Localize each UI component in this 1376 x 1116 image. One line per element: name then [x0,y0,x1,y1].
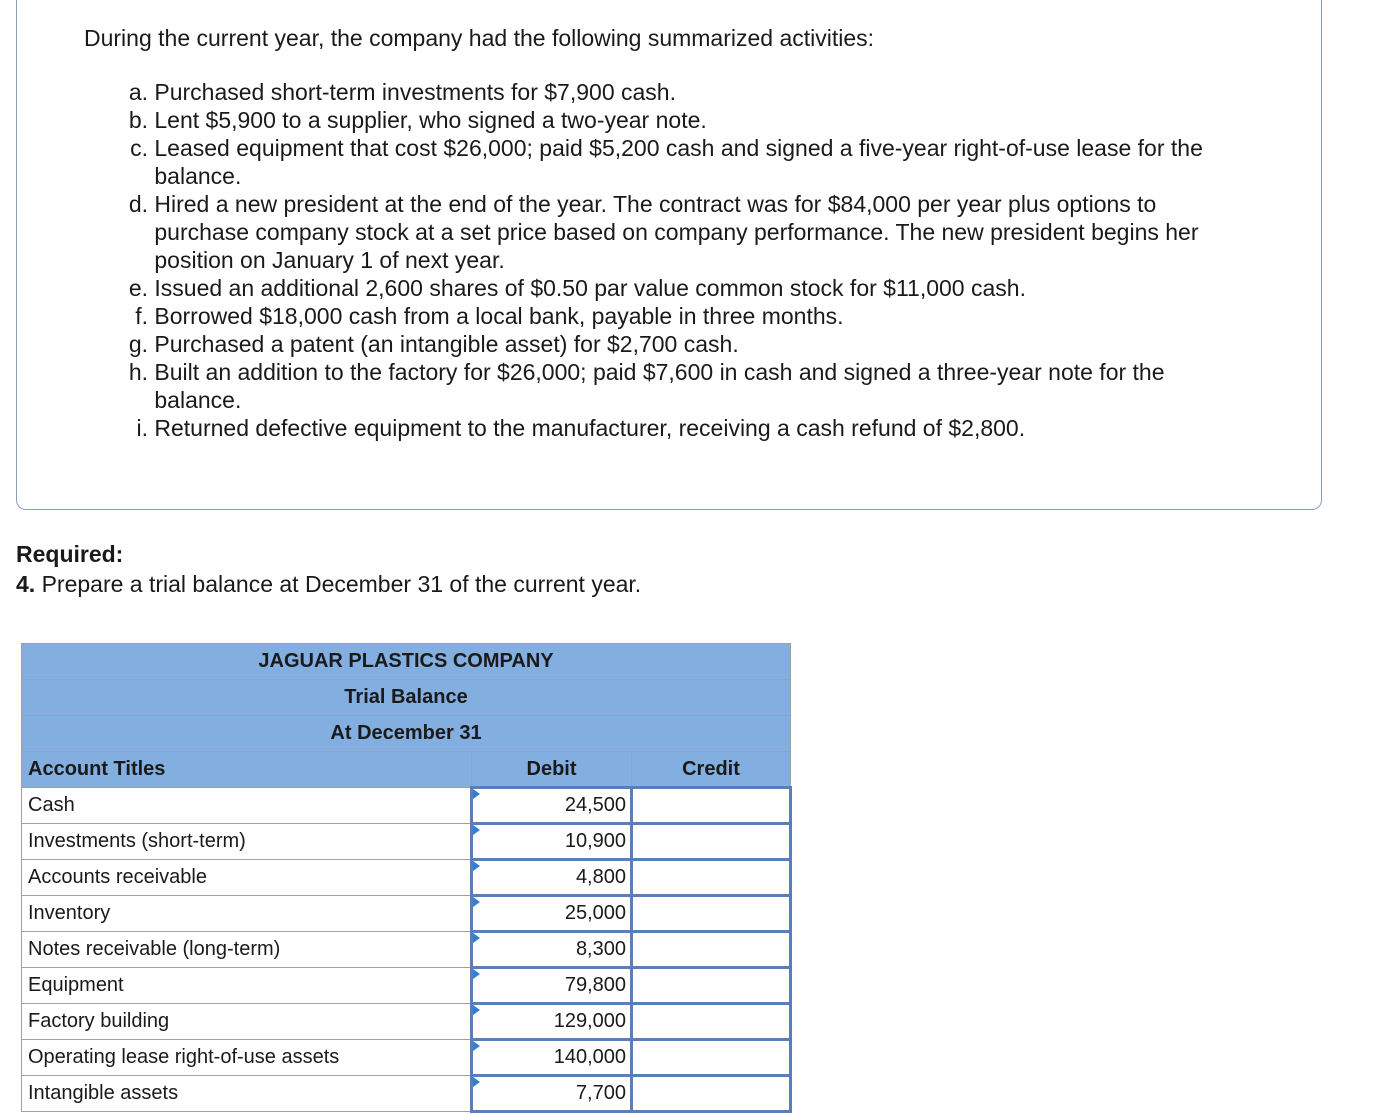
debit-input[interactable]: 79,800 [472,968,632,1004]
company-name: JAGUAR PLASTICS COMPANY [22,644,791,680]
credit-input[interactable] [632,788,791,824]
item-text: Hired a new president at the end of the year. The contract was for $84,000 per year plus options to purchase company stock at a set price based on company performance. The new president begins her position on January 1 of next year. [154,191,1199,273]
item-text: Returned defective equipment to the manufacturer, receiving a cash refund of $2,800. [154,415,1026,441]
debit-input[interactable]: 7,700 [472,1076,632,1112]
credit-input[interactable] [632,1004,791,1040]
item-text: Lent $5,900 to a supplier, who signed a two-year note. [154,107,707,133]
item-letter: e. [128,275,148,301]
debit-input[interactable]: 4,800 [472,860,632,896]
item-letter: h. [128,359,148,385]
intro-text: During the current year, the company had the following summarized activities: [84,25,875,51]
required-instruction [16,571,641,598]
statement-date: At December 31 [22,716,791,752]
debit-input[interactable]: 140,000 [472,1040,632,1076]
item-letter: c. [130,135,148,161]
list-item [118,274,1238,302]
list-item [118,302,1238,330]
credit-input[interactable] [632,1076,791,1112]
item-text: Borrowed $18,000 cash from a local bank, payable in three months. [154,303,844,329]
account-title: Equipment [22,968,472,1004]
account-title: Notes receivable (long-term) [22,932,472,968]
trial-balance-table [21,643,792,1113]
list-item [118,134,1238,190]
table-row [22,896,791,932]
required-number: 4. [16,571,36,597]
table-row [22,788,791,824]
credit-input[interactable] [632,860,791,896]
required-text: Prepare a trial balance at December 31 of the current year. [41,571,642,597]
item-letter: b. [128,107,148,133]
account-title: Inventory [22,896,472,932]
statement-title: Trial Balance [22,680,791,716]
account-title: Factory building [22,1004,472,1040]
item-text: Leased equipment that cost $26,000; paid $5,200 cash and signed a five-year right-of-use lease for the balance. [154,135,1203,189]
activity-list [118,78,1238,442]
item-text: Issued an additional 2,600 shares of $0.50 par value common stock for $11,000 cash. [154,275,1026,301]
credit-input[interactable] [632,968,791,1004]
list-item [118,330,1238,358]
item-letter: d. [128,191,148,217]
table-row [22,824,791,860]
list-item [118,78,1238,106]
table-row [22,860,791,896]
credit-input[interactable] [632,932,791,968]
debit-input[interactable]: 25,000 [472,896,632,932]
item-letter: a. [128,79,148,105]
item-text: Purchased a patent (an intangible asset) for $2,700 cash. [154,331,739,357]
item-text: Purchased short-term investments for $7,900 cash. [154,79,676,105]
credit-input[interactable] [632,824,791,860]
debit-input[interactable]: 24,500 [472,788,632,824]
debit-input[interactable]: 10,900 [472,824,632,860]
account-title: Operating lease right-of-use assets [22,1040,472,1076]
account-title: Cash [22,788,472,824]
item-letter: i. [136,415,148,441]
column-header-account: Account Titles [22,752,472,788]
table-row [22,1004,791,1040]
account-title: Intangible assets [22,1076,472,1112]
item-letter: f. [135,303,148,329]
debit-input[interactable]: 129,000 [472,1004,632,1040]
account-title: Investments (short-term) [22,824,472,860]
column-header-credit: Credit [632,752,791,788]
column-header-debit: Debit [472,752,632,788]
list-item [118,358,1238,414]
table-row [22,1040,791,1076]
credit-input[interactable] [632,1040,791,1076]
table-row [22,968,791,1004]
required-heading: Required: [16,541,124,567]
credit-input[interactable] [632,896,791,932]
list-item [118,106,1238,134]
item-text: Built an addition to the factory for $26,000; paid $7,600 in cash and signed a three-year note for the balance. [154,359,1165,413]
table-row [22,1076,791,1112]
list-item [118,190,1238,274]
debit-input[interactable]: 8,300 [472,932,632,968]
account-title: Accounts receivable [22,860,472,896]
table-row [22,932,791,968]
item-letter: g. [128,331,148,357]
list-item [118,414,1238,442]
